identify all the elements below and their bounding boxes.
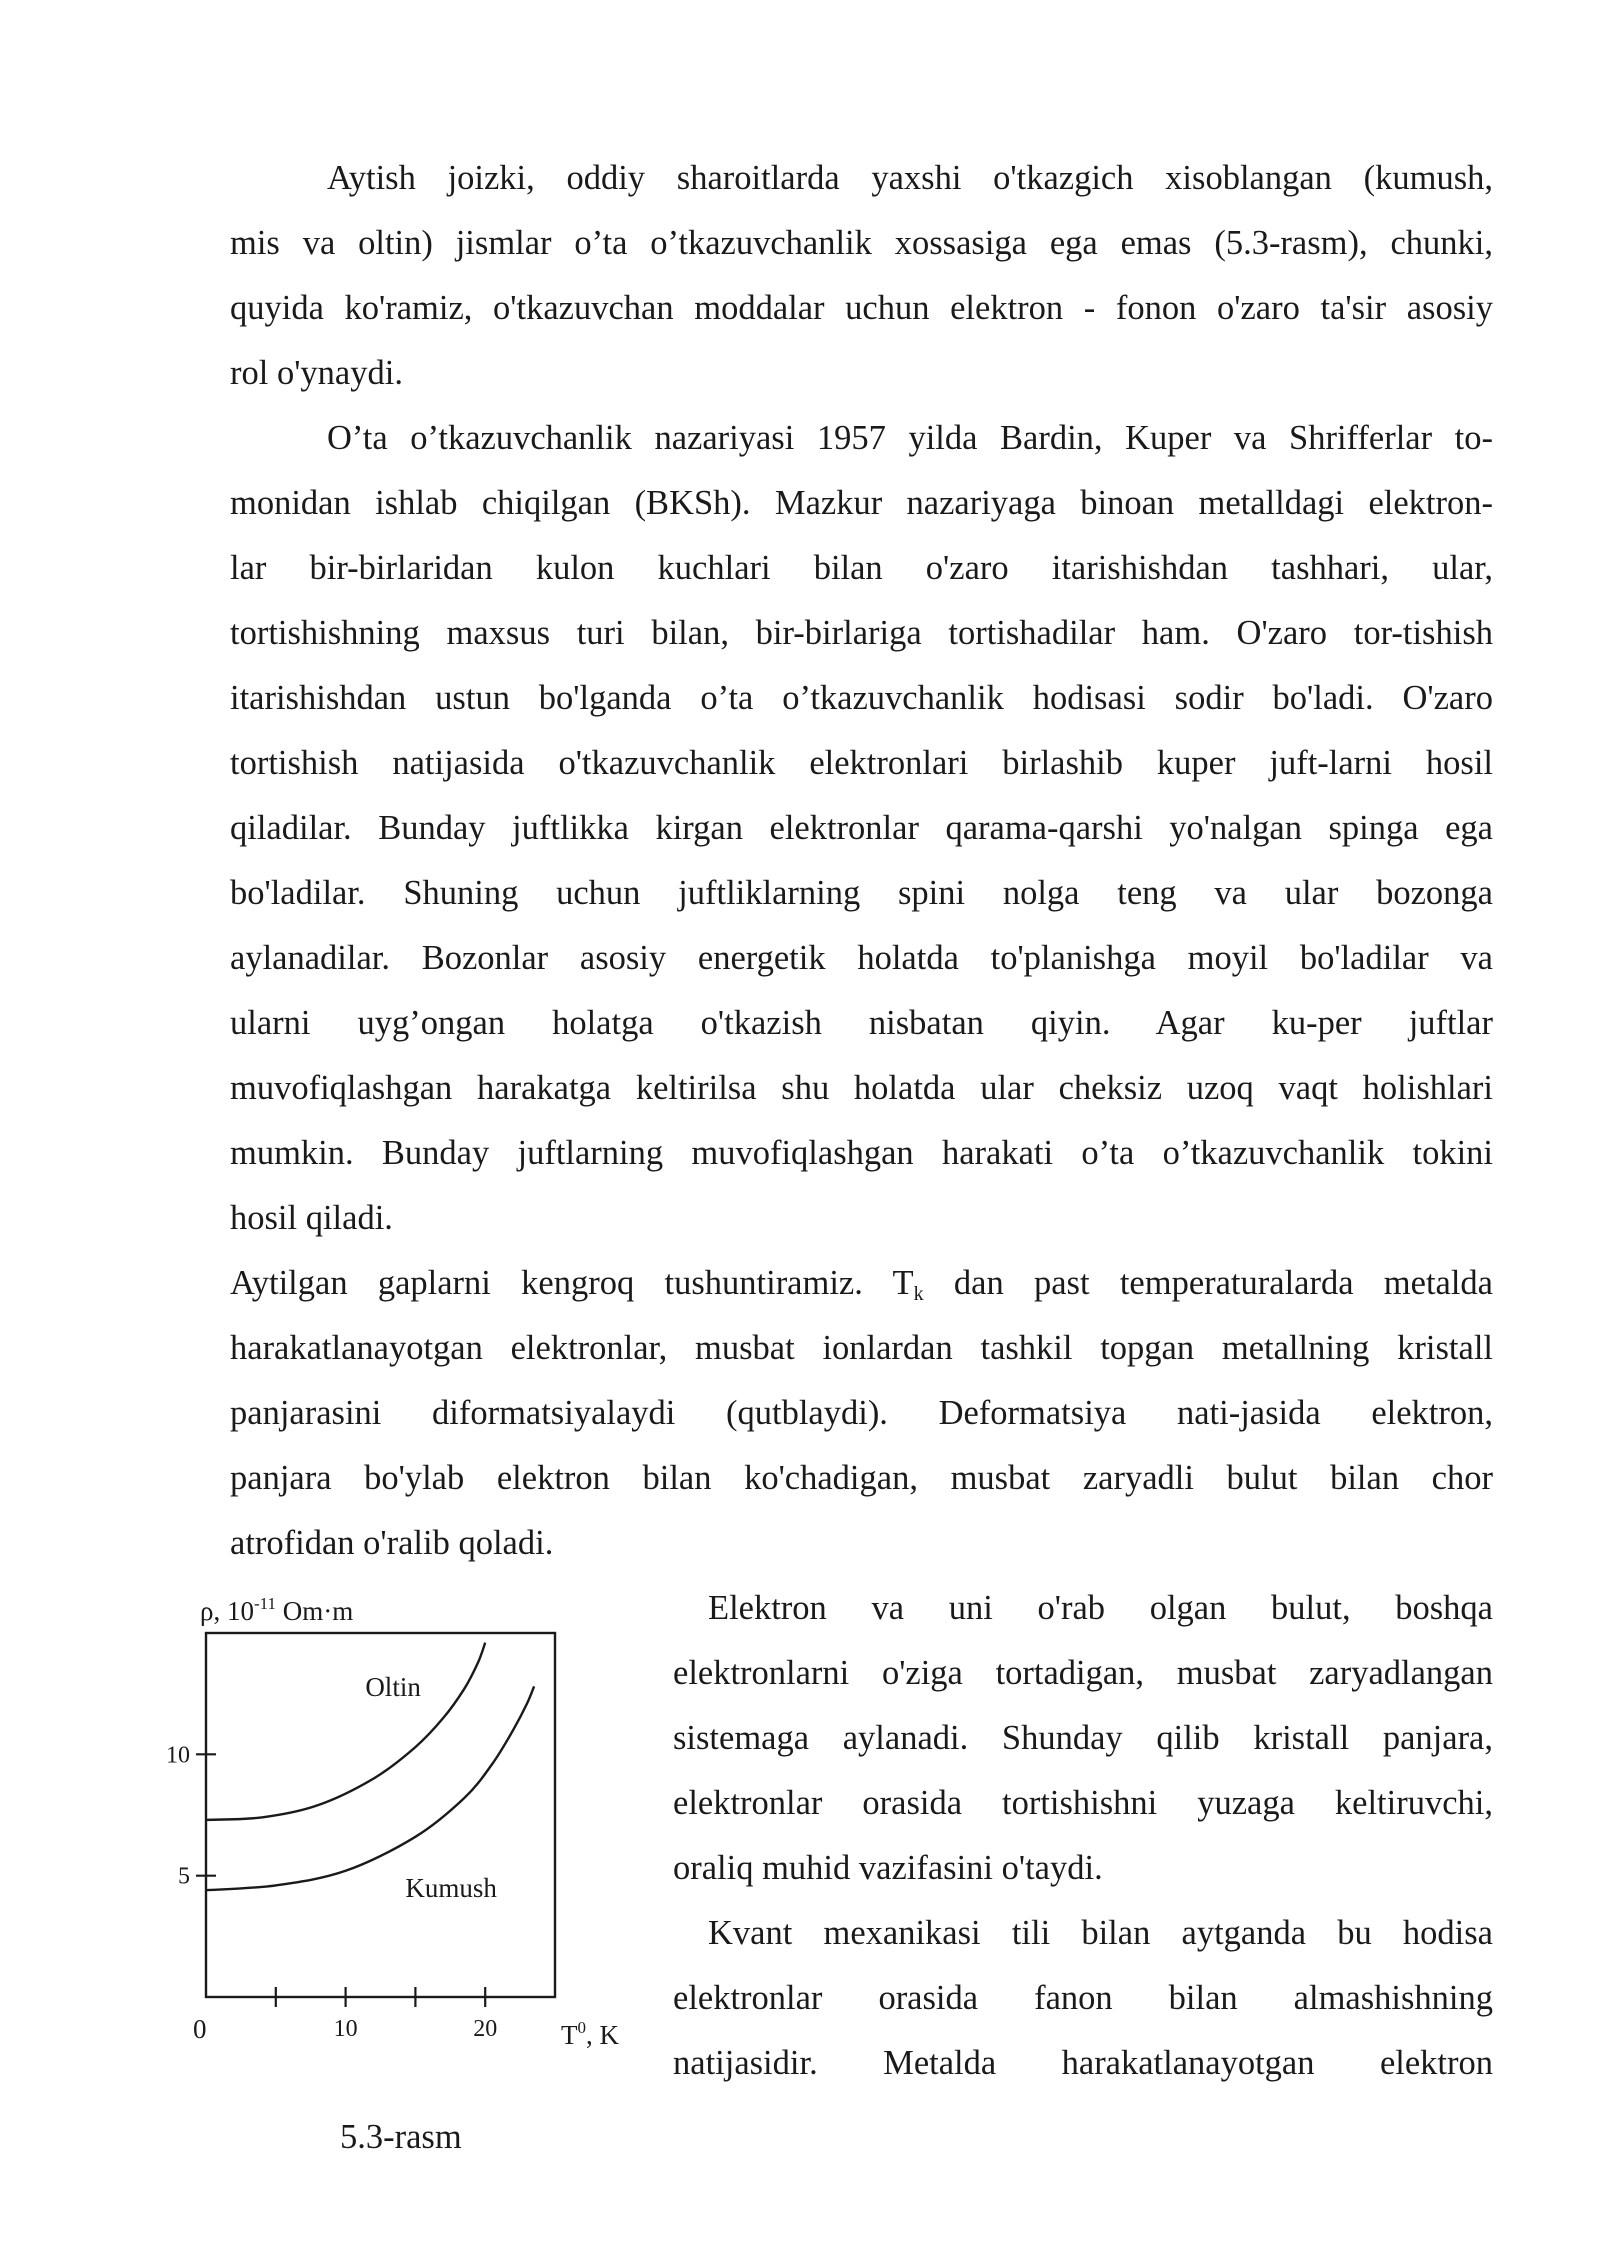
p2-line-9: aylanadilar. Bozonlar asosiy energetik holatda to'planishga moyil bo'ladilar va — [230, 939, 1493, 977]
resistivity-chart — [145, 1580, 645, 2060]
p2-line-5: itarishishdan ustun bo'lganda o’ta o’tkazuvchanlik hodisasi sodir bo'ladi. O'zaro — [230, 679, 1493, 717]
figure-caption: 5.3-rasm — [340, 2118, 462, 2156]
p3-line-1-post: dan past temperaturalarda metalda — [923, 1264, 1493, 1302]
p2-line-13: hosil qiladi. — [230, 1199, 393, 1237]
figure-5-3 — [145, 1580, 645, 2065]
p4-line-2: elektronlarni o'ziga tortadigan, musbat zaryadlangan — [673, 1654, 1493, 1692]
p2-line-8: bo'ladilar. Shuning uchun juftliklarning spini nolga teng va ular bozonga — [230, 874, 1493, 912]
p2-line-3: lar bir-birlaridan kulon kuchlari bilan o'zaro itarishishdan tashhari, ular, — [230, 549, 1493, 587]
series-oltin-label: Oltin — [365, 1671, 421, 1702]
p1-line-1: Aytish joizki, oddiy sharoitlarda yaxshi o'tkazgich xisoblangan (kumush, — [327, 159, 1493, 197]
y-axis-label — [200, 1594, 353, 1626]
p4-line-4: elektronlar orasida tortishishni yuzaga keltiruvchi, — [673, 1784, 1493, 1822]
p4-line-1: Elektron va uni o'rab olgan bulut, boshqa — [708, 1589, 1493, 1627]
x-axis-label-exponent: 0 — [577, 2018, 586, 2037]
p1-line-3: quyida ko'ramiz, o'tkazuvchan moddalar uchun elektron - fonon o'zaro ta'sir asosiy — [230, 289, 1493, 327]
p1-line-2: mis va oltin) jismlar o’ta o’tkazuvchanlik xossasiga ega emas (5.3-rasm), chunki, — [230, 224, 1493, 262]
p2-line-7: qiladilar. Bunday juftlikka kirgan elektronlar qarama-qarshi yo'nalgan spinga ega — [230, 809, 1493, 847]
p3-line-2: harakatlanayotgan elektronlar, musbat ionlardan tashkil topgan metallning kristall — [230, 1329, 1493, 1367]
p2-line-2: monidan ishlab chiqilgan (BKSh). Mazkur nazariyaga binoan metalldagi elektron- — [230, 484, 1493, 522]
x-axis-label-unit: , K — [586, 2020, 619, 2050]
p5-line-3: natijasidir. Metalda harakatlanayotgan elektron — [673, 2044, 1493, 2082]
p5-line-1: Kvant mexanikasi tili bilan aytganda bu hodisa — [708, 1914, 1493, 1952]
x-axis-label-base: T — [561, 2020, 578, 2050]
y-axis-label-base: ρ, 10 — [200, 1596, 254, 1626]
p2-line-11: muvofiqlashgan harakatga keltirilsa shu holatda ular cheksiz uzoq vaqt holishlari — [230, 1069, 1493, 1107]
series-kumush-label: Kumush — [405, 1872, 497, 1903]
x-axis-label — [561, 2018, 620, 2050]
p3-line-1 — [230, 1263, 1493, 1314]
p5-line-2: elektronlar orasida fanon bilan almashishning — [673, 1979, 1493, 2017]
p4-line-3: sistemaga aylanadi. Shunday qilib kristall panjara, — [673, 1719, 1493, 1757]
p2-line-4: tortishishning maxsus turi bilan, bir-birlariga tortishadilar ham. O'zaro tor-tishish — [230, 614, 1493, 652]
p3-line-3: panjarasini diformatsiyalaydi (qutblaydi). Deformatsiya nati-jasida elektron, — [230, 1394, 1493, 1432]
p3-line-1-pre: Aytilgan gaplarni kengroq tushuntiramiz. T — [230, 1264, 914, 1302]
series-kumush-curve — [206, 1686, 534, 1890]
p2-line-6: tortishish natijasida o'tkazuvchanlik elektronlari birlashib kuper juft-larni hosil — [230, 744, 1493, 782]
series-oltin-curve — [206, 1643, 485, 1820]
x-tick-label-10: 10 — [333, 2016, 358, 2042]
p2-line-12: mumkin. Bunday juftlarning muvofiqlashgan harakati o’ta o’tkazuvchanlik tokini — [230, 1134, 1493, 1172]
x-tick-label-20: 20 — [473, 2016, 498, 2042]
y-axis-label-exponent: -11 — [253, 1594, 277, 1613]
y-tick-label-5: 5 — [178, 1863, 190, 1890]
data-series — [206, 1643, 534, 1903]
p3-line-5: atrofidan o'ralib qoladi. — [230, 1524, 554, 1562]
y-tick-label-10: 10 — [166, 1742, 190, 1769]
p1-line-4: rol o'ynaydi. — [230, 354, 403, 392]
p3-line-4: panjara bo'ylab elektron bilan ko'chadigan, musbat zaryadli bulut bilan chor — [230, 1459, 1493, 1497]
p4-line-5: oraliq muhid vazifasini o'taydi. — [673, 1849, 1103, 1887]
y-axis-label-unit: Om·m — [276, 1596, 354, 1626]
p2-line-1: O’ta o’tkazuvchanlik nazariyasi 1957 yilda Bardin, Kuper va Shrifferlar to- — [327, 419, 1493, 457]
origin-label: 0 — [193, 2014, 207, 2044]
p2-line-10: ularni uyg’ongan holatga o'tkazish nisbatan qiyin. Agar ku-per juftlar — [230, 1004, 1493, 1042]
tk-subscript: k — [913, 1283, 924, 1305]
